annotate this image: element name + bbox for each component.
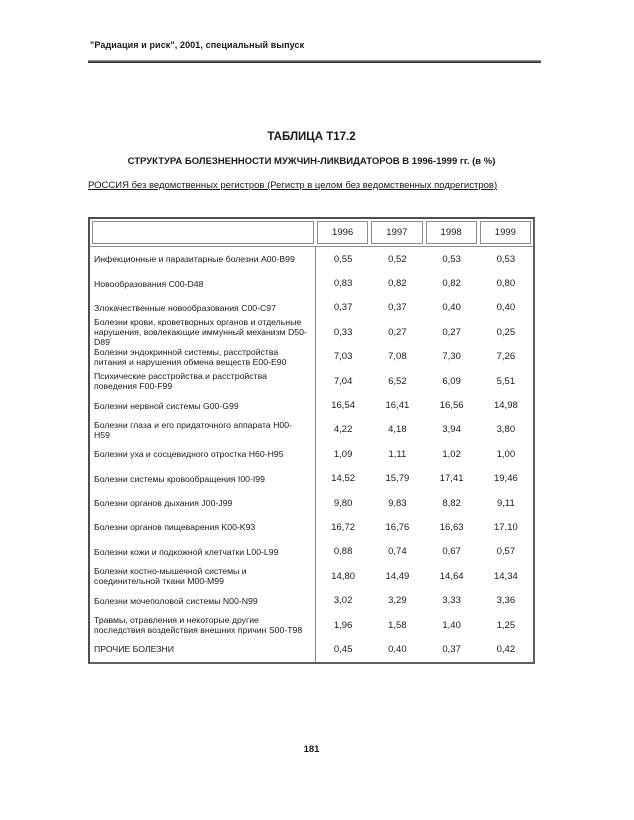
table-row [90, 442, 533, 466]
value-cell: 14,49 [385, 570, 410, 582]
value-cell: 15,79 [385, 473, 410, 485]
disease-label: Болезни уха и сосцевидного отростка H60-H95 [90, 442, 316, 466]
value-cell: 0,37 [333, 302, 353, 314]
table-body [90, 246, 533, 662]
value-cell: 1,58 [388, 619, 407, 631]
value-cell: 17,10 [493, 521, 518, 533]
value-cell: 16,54 [331, 400, 356, 412]
value-cell: 6,52 [388, 375, 407, 387]
value-cell: 0,40 [442, 302, 461, 314]
disease-label: ПРОЧИЕ БОЛЕЗНИ [90, 637, 316, 661]
value-cell: 17,41 [439, 473, 464, 485]
value-cell: 9,80 [333, 497, 353, 509]
table-row [90, 345, 533, 369]
value-cell: 0,53 [496, 253, 516, 265]
table-row [90, 317, 533, 348]
table-row [90, 467, 533, 491]
value-cell: 14,98 [493, 400, 518, 412]
disease-label: Болезни мочеполовой системы N00-N99 [90, 588, 316, 612]
value-cell: 3,33 [442, 595, 461, 607]
value-cell: 0,37 [388, 302, 407, 314]
value-cell: 0,42 [496, 643, 516, 655]
value-cell: 4,22 [333, 424, 353, 436]
running-header: "Радиация и риск", 2001, специальный выпуск [90, 40, 305, 50]
table-header-row [90, 219, 533, 244]
value-cell: 16,63 [439, 521, 464, 533]
value-cell: 14,80 [331, 570, 356, 582]
value-cell: 0,37 [442, 643, 461, 655]
value-cell: 0,45 [333, 643, 353, 655]
disease-label: Инфекционные и паразитарные болезни A00-B99 [90, 247, 316, 271]
value-cell: 3,80 [496, 424, 516, 436]
value-cell: 9,83 [388, 497, 407, 509]
value-cell: 3,02 [333, 595, 353, 607]
table-row [90, 271, 533, 295]
disease-label: Новообразования C00-D48 [90, 271, 316, 295]
value-cell: 7,04 [333, 375, 353, 387]
year-header-cell: 1996 [317, 221, 368, 244]
value-cell: 0,25 [496, 326, 516, 338]
value-cell: 4,18 [388, 424, 407, 436]
disease-label: Травмы, отравления и некоторые другие последствия воздействия внешних причин S00-T98 [90, 613, 316, 637]
table-row [90, 491, 533, 515]
value-cell: 19,46 [493, 473, 518, 485]
value-cell: 8,82 [442, 497, 461, 509]
value-cell: 6,09 [442, 375, 461, 387]
value-cell: 3,94 [442, 424, 461, 436]
value-cell: 3,36 [496, 595, 516, 607]
value-cell: 0,52 [388, 253, 407, 265]
disease-label: Болезни глаза и его придаточного аппарата H00-H59 [90, 418, 316, 442]
value-cell: 7,08 [388, 351, 407, 363]
disease-label: Болезни нервной системы G00-G99 [90, 393, 316, 417]
value-cell: 16,56 [439, 400, 464, 412]
value-cell: 16,72 [331, 521, 356, 533]
value-cell: 0,55 [333, 253, 353, 265]
value-cell: 7,26 [496, 351, 516, 363]
disease-label: Болезни органов пищеварения K00-K93 [90, 515, 316, 539]
table-title: ТАБЛИЦА Т17.2 [267, 131, 356, 143]
header-cell-empty [92, 221, 314, 244]
value-cell: 1,02 [442, 448, 461, 460]
value-cell: 1,00 [496, 448, 516, 460]
value-cell: 1,09 [333, 448, 353, 460]
value-cell: 3,29 [388, 595, 407, 607]
disease-label: Злокачественные новообразования C00-C97 [90, 296, 316, 320]
table-row [90, 540, 533, 564]
value-cell: 0,27 [442, 326, 461, 338]
year-header-cell: 1999 [480, 221, 531, 244]
year-header-cell: 1997 [371, 221, 422, 244]
disease-label: Болезни органов дыхания J00-J99 [90, 491, 316, 515]
value-cell: 0,83 [333, 278, 353, 290]
value-cell: 0,27 [388, 326, 407, 338]
table-row [90, 637, 533, 661]
value-cell: 0,88 [333, 546, 353, 558]
disease-label: Болезни системы кровообращения I00-I99 [90, 467, 316, 491]
value-cell: 5,51 [496, 375, 516, 387]
disease-label: Болезни эндокринной системы, расстройства питания и нарушения обмена веществ E00-E90 [90, 345, 316, 369]
value-cell: 7,30 [442, 351, 461, 363]
value-cell: 1,11 [388, 448, 407, 460]
value-cell: 16,76 [385, 521, 410, 533]
value-cell: 16,41 [385, 400, 410, 412]
value-cell: 1,40 [442, 619, 461, 631]
value-cell: 0,40 [496, 302, 516, 314]
value-cell: 1,96 [333, 619, 353, 631]
value-cell: 0,80 [496, 278, 516, 290]
value-cell: 0,82 [442, 278, 461, 290]
value-cell: 0,82 [388, 278, 407, 290]
value-cell: 9,11 [496, 497, 515, 509]
page-number: 181 [303, 744, 320, 755]
table-row [90, 418, 533, 442]
disease-label: Психические расстройства и расстройства поведения F00-F99 [90, 369, 316, 393]
value-cell: 1,25 [496, 619, 516, 631]
value-cell: 0,53 [442, 253, 461, 265]
value-cell: 0,40 [388, 643, 407, 655]
table-row [90, 588, 533, 612]
value-cell: 14,64 [439, 570, 464, 582]
value-cell: 0,33 [333, 326, 353, 338]
table-row [90, 393, 533, 417]
table-row [90, 515, 533, 539]
table-row [90, 369, 533, 393]
table-row [90, 247, 533, 271]
year-header-cell: 1998 [426, 221, 477, 244]
disease-label: Болезни кожи и подкожной клетчатки L00-L99 [90, 540, 316, 564]
disease-label: Болезни крови, кроветворных органов и отдельные нарушения, вовлекающие иммунный механизм D50-D89 [90, 320, 316, 344]
value-cell: 14,52 [331, 473, 356, 485]
header-rule-divider [88, 60, 541, 63]
value-cell: 0,74 [388, 546, 407, 558]
table-subtitle: СТРУКТУРА БОЛЕЗНЕННОСТИ МУЖЧИН-ЛИКВИДАТОРОВ В 1996-1999 гг. (в %) [127, 156, 496, 167]
morbidity-table [88, 217, 535, 664]
disease-label: Болезни костно-мышечной системы и соединительной ткани M00-M99 [90, 564, 316, 588]
value-cell: 0,67 [442, 546, 461, 558]
value-cell: 0,57 [496, 546, 516, 558]
value-cell: 7,03 [333, 351, 353, 363]
region-note: РОССИЯ без ведомственных регистров (Регистр в целом без ведомственных подрегистров) [88, 180, 498, 191]
table-row [90, 564, 533, 588]
value-cell: 14,34 [493, 570, 518, 582]
table-row [90, 613, 533, 637]
